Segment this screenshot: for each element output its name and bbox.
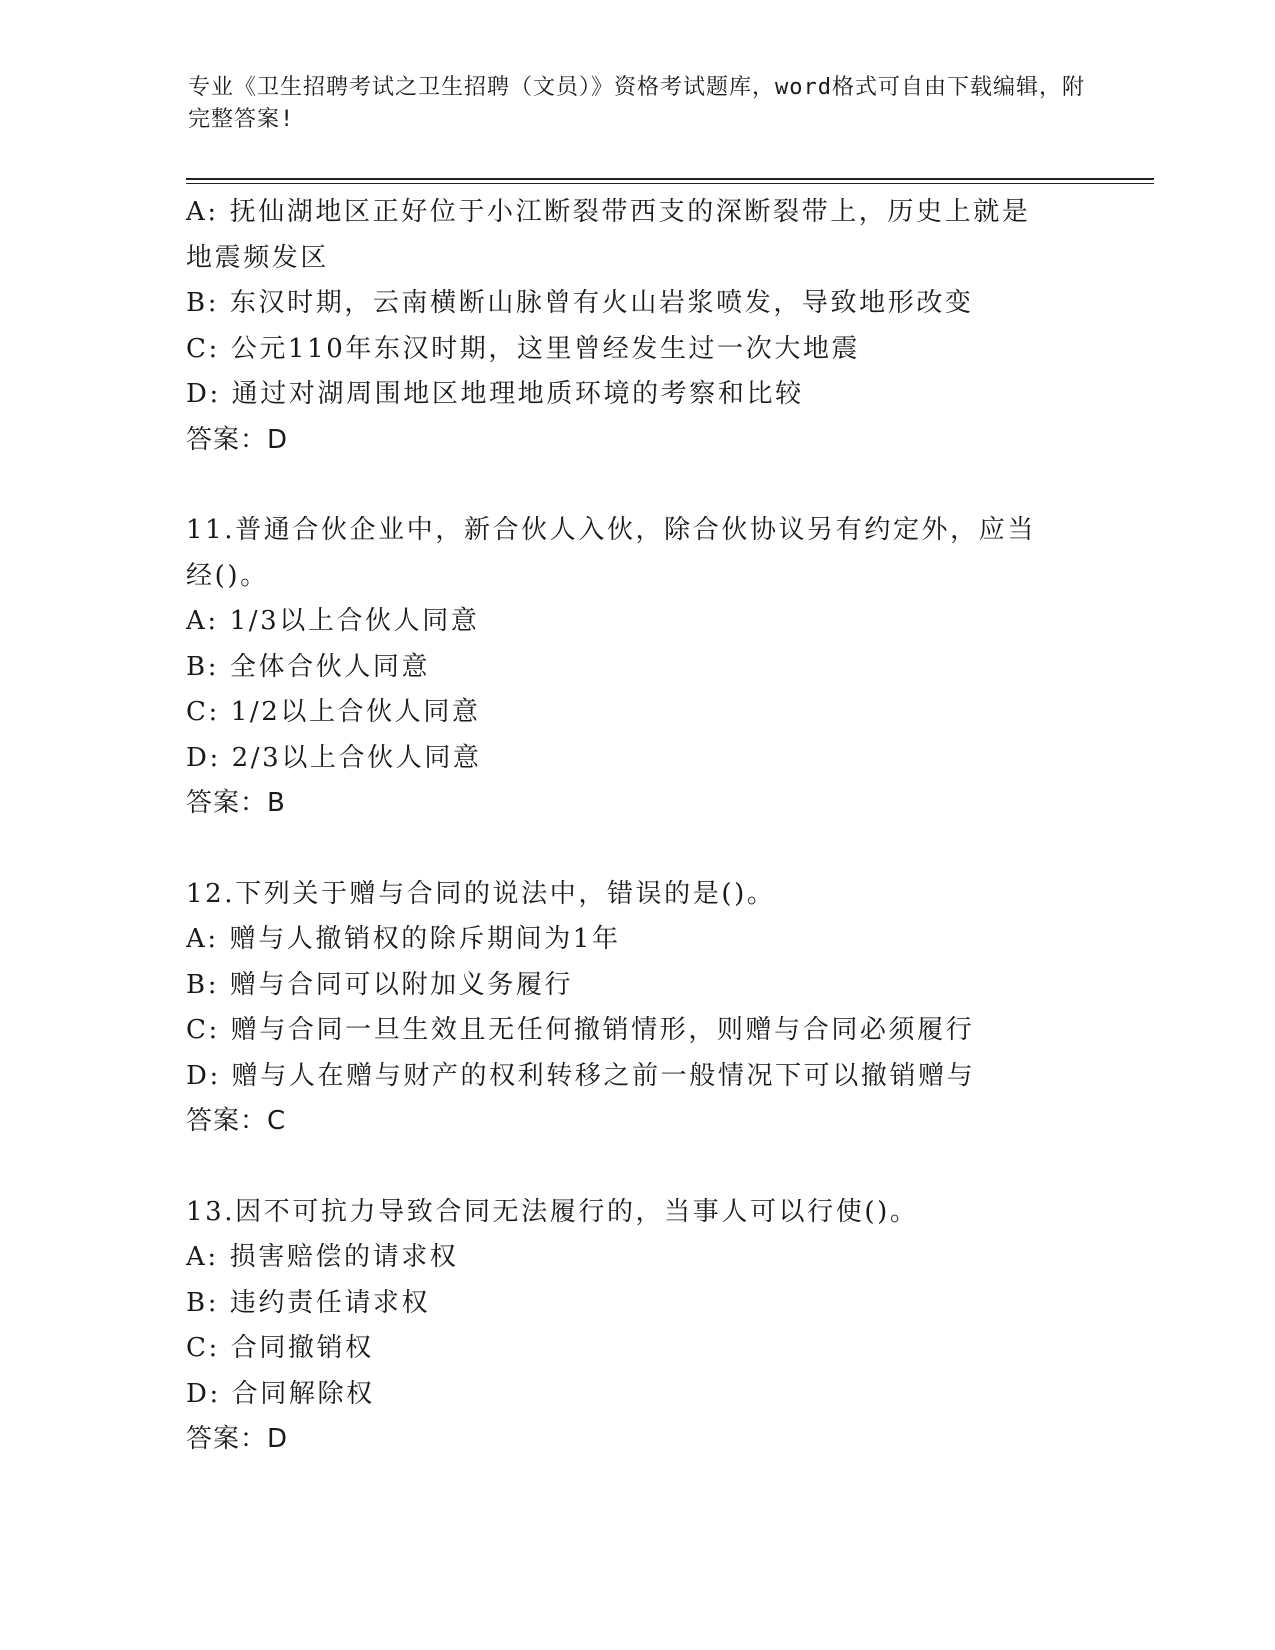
header-divider — [186, 178, 1154, 180]
option-c: C: 赠与合同一旦生效且无任何撤销情形，则赠与合同必须履行 — [186, 1015, 975, 1045]
question-list — [186, 190, 1076, 1463]
header-divider-thin — [186, 183, 1154, 184]
option-b: B: 违约责任请求权 — [186, 1287, 431, 1318]
answer-label: 答案：D — [186, 424, 289, 455]
option-b: B: 全体合伙人同意 — [186, 651, 431, 682]
question-block-prev — [186, 190, 1076, 463]
option-a: A: 1/3以上合伙人同意 — [186, 606, 480, 636]
option-b: B: 赠与合同可以附加义务履行 — [186, 969, 574, 1000]
question-block-11 — [186, 508, 1076, 827]
option-c: C: 公元110年东汉时期，这里曾经发生过一次大地震 — [186, 333, 861, 364]
question-block-12 — [186, 872, 1076, 1145]
answer-label: 答案：C — [186, 1106, 287, 1136]
option-d: D: 合同解除权 — [186, 1378, 375, 1409]
option-a: A: 赠与人撤销权的除斥期间为1年 — [186, 924, 621, 954]
option-a: A: 损害赔偿的请求权 — [186, 1242, 459, 1272]
option-d: D: 通过对湖周围地区地理地质环境的考察和比较 — [186, 379, 804, 409]
option-a: A: 抚仙湖地区正好位于小江断裂带西支的深断裂带上，历史上就是地震频发区 — [186, 197, 1031, 273]
option-c: C: 1/2以上合伙人同意 — [186, 697, 481, 727]
option-c: C: 合同撤销权 — [186, 1333, 374, 1363]
option-d: D: 赠与人在赠与财产的权利转移之前一般情况下可以撤销赠与 — [186, 1060, 976, 1091]
document-intro: 专业《卫生招聘考试之卫生招聘（文员）》资格考试题库，word格式可自由下载编辑，附完整答案! — [188, 75, 1085, 132]
question-block-13 — [186, 1190, 1076, 1463]
answer-label: 答案：D — [186, 1424, 289, 1454]
answer-label: 答案：B — [186, 788, 286, 818]
question-stem: 13.因不可抗力导致合同无法履行的，当事人可以行使()。 — [186, 1196, 919, 1227]
option-b: B: 东汉时期，云南横断山脉曾有火山岩浆喷发，导致地形改变 — [186, 288, 974, 318]
question-stem: 12.下列关于赠与合同的说法中，错误的是()。 — [186, 878, 776, 909]
option-d: D: 2/3以上合伙人同意 — [186, 742, 482, 773]
question-stem: 11.普通合伙企业中，新合伙人入伙，除合伙协议另有约定外，应当经()。 — [186, 515, 1036, 591]
